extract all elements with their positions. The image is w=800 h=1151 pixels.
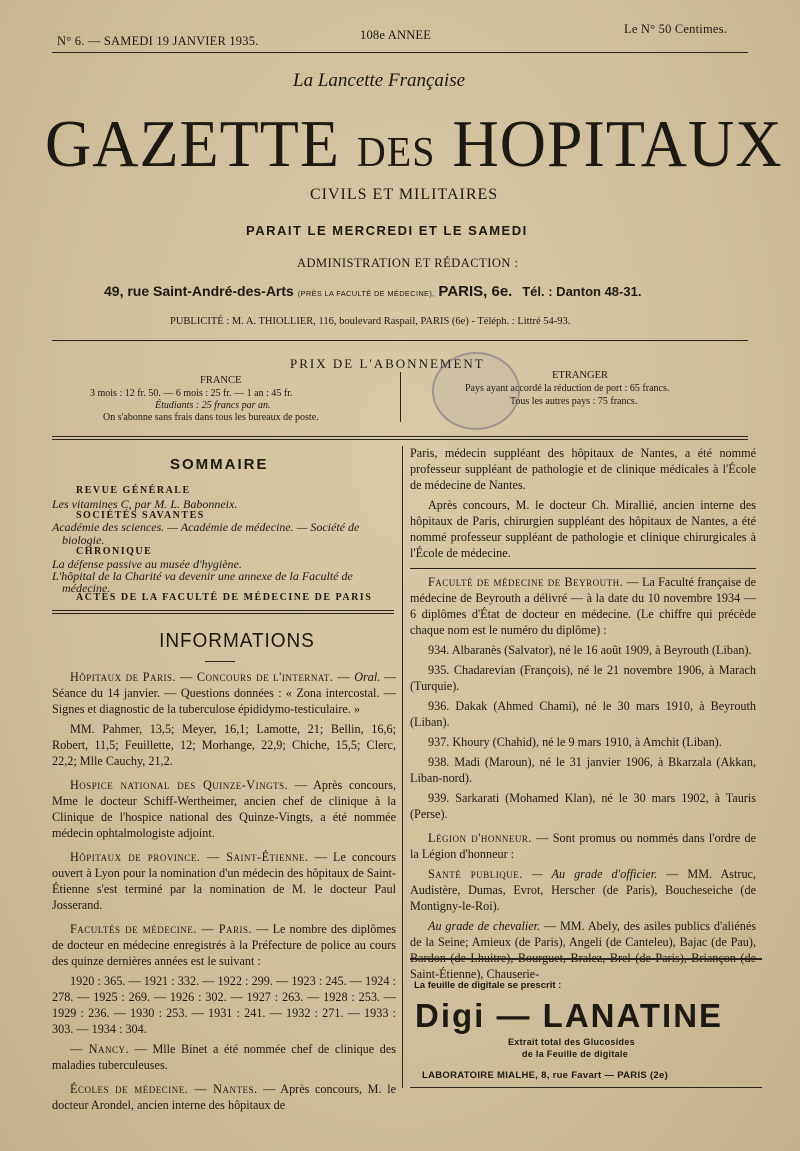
sommaire-item-vitamines: Les vitamines C, par M. L. Babonneix. [52,497,238,511]
etranger-other: Tous les autres pays : 75 francs. [510,396,638,407]
sommaire-item-defense: La défense passive au musée d'hygiène. [52,557,242,571]
article-diplomes-list: 1920 : 365. — 1921 : 332. — 1922 : 299. — 1923 : 245. — 1924 : 278. — 1925 : 269. — 1926 : 302. — 1927 : 263. — 1928 : 253. — 1929 : 236. — 1930 : 253. — 1931 : 241. — 1932 : 271. — 1933 : 303. — 1934 : 304. [52,973,396,1036]
sommaire-heading-chronique: CHRONIQUE [76,546,153,557]
sommaire-item-charite: L'hôpital de la Charité va devenir une annexe de la Faculté de [52,569,353,583]
sommaire-item-biologie: biologie. [62,533,105,547]
article-notes: MM. Pahmer, 13,5; Meyer, 16,1; Lamotte, 21; Bellin, 16,6; Robert, 11,5; Feuillette, 12; Morhange, 22,9; Chiche, 15,5; Clerc, 22,2; Mlle Cauchy, 21,2. [52,721,396,768]
abonnement-title: PRIX DE L'ABONNEMENT [290,356,485,371]
diplome-934: 934. Albaranès (Salvator), né le 16 août 1909, à Beyrouth (Liban). [428,642,752,657]
etranger-label: ETRANGER [552,370,608,381]
issue-number: N° 6. — SAMEDI 19 JANVIER 1935. [57,34,259,48]
left-column [52,670,397,1112]
article-facultes: Facultés de médecine. — Paris. — Le nombre des diplômes de docteur en médecine enregistrés à la Préfecture de police au cours des quinze dernières années est le suivant : [52,921,396,968]
address-street: 49, rue Saint-André-des-Arts [104,283,294,299]
article-legion: Légion d'honneur. — Sont promus ou nommés dans l'ordre de la Légion d'honneur : [410,830,756,861]
address-line [104,283,641,300]
article-officiers: Santé publique. — Au grade d'officier. — MM. Astruc, Audistère, Dumas, Evrot, Herscher (de Paris), Boucheseiche (de Montigny-le-Roi). [410,866,756,913]
diplome-935: 935. Chadarevian (François), né le 21 novembre 1906, à Marach (Turquie). [410,662,756,693]
masthead-gazette: GAZETTE [45,106,340,181]
article-hopitaux-paris: Hôpitaux de Paris. — Concours de l'internat. — Oral. — Séance du 14 janvier. — Questions données : « Zona intercostal. — Signes et diagnostic de la tuberculose épididymo-testiculaire. » [52,670,397,716]
ad-extrait: Extrait total des Glucosides [508,1037,635,1047]
publicite-line: PUBLICITÉ : M. A. THIOLLIER, 116, boulevard Raspail, PARIS (6e) - Téléph. : Littré 54-93. [170,316,571,327]
diplome-939: 939. Sarkarati (Mohamed Klan), né le 30 mars 1902, à Tauris (Perse). [410,790,756,821]
article-chevaliers: Au grade de chevalier. — MM. Abely, des asiles publics d'aliénés de la Seine; Amieux (de Paris), Angeli (de Canteleu), Bajac (de Pau), Saint-Étienne), Chauserie- [410,918,756,981]
administration-label: ADMINISTRATION ET RÉDACTION : [297,256,519,270]
year-label: 108e ANNEE [360,28,432,42]
diplome-937: 937. Khoury (Chahid), né le 9 mars 1910, à Amchit (Liban). [428,734,722,749]
article-quinze-vingts: Hospice national des Quinze-Vingts. — Après concours, Mme le docteur Schiff-Wertheimer, ancien chef de clinique à la Clinique de l'hospice national des Quinze-Vingts, a été nommée médecin ophtalmologiste adjoint. [52,777,396,840]
masthead-hopitaux: HOPITAUX [452,106,783,181]
france-rates: 3 mois : 12 fr. 50. — 6 mois : 25 fr. — 1 an : 45 fr. [90,388,293,399]
sommaire-rule-2 [52,613,394,614]
address-city: PARIS, 6e. [438,283,513,300]
france-label: FRANCE [200,375,242,386]
article-mirallie: Après concours, M. le docteur Ch. Mirallié, ancien interne des hôpitaux de Paris, chirurgien suppléant des hôpitaux de Nantes, a été nommé professeur suppléant de pathologie et clinique chirurgicales à l'École de médecine. [410,497,756,560]
article-nantes-cont: Paris, médecin suppléant des hôpitaux de Nantes, a été nommé professeur suppléant de pathologie et de clinique médicales à l'École de médecine de Nantes. [410,446,756,492]
rule-below-abonnement [52,436,748,437]
diplome-938: 938. Madi (Maroun), né le 31 janvier 1906, à Bkarzala (Akkan, Liban-nord). [410,754,756,785]
header-rule [52,52,748,53]
masthead-des: DES [356,128,436,176]
article-ecoles: Écoles de médecine. — Nantes. — Après concours, M. le docteur Arondel, ancien interne des hôpitaux de [52,1081,396,1112]
etranger-reduced: Pays ayant accordé la réduction de port : 65 francs. [465,383,670,394]
address-note: (PRÈS LA FACULTÉ DE MÉDECINE), [297,289,435,298]
france-students: Étudiants : 25 francs par an. [155,400,271,411]
price-label: Le N° 50 Centimes. [624,22,728,36]
rule-below-abonnement-2 [52,439,748,440]
article-province: Hôpitaux de province. — Saint-Étienne. — Le concours ouvert à Lyon pour la nomination d'un médecin des hôpitaux de Saint-Étienne s'est terminé par la nomination de M. le docteur Paul Josserand. [52,849,396,912]
right-column [410,446,756,981]
diplome-936: 936. Dakak (Ahmed Chami), né le 30 mars 1910, à Beyrouth (Liban). [410,698,756,729]
rule-above-abonnement [52,340,748,341]
ad-brand: Digi — LANATINE [415,997,724,1034]
right-rule-1 [410,568,756,569]
ad-bottom-rule [410,1087,762,1088]
address-telephone: Tél. : Danton 48-31. [522,284,642,299]
sommaire-title: SOMMAIRE [170,456,269,473]
lancette-subtitle: La Lancette Française [293,70,466,91]
digilanatine-ad [412,975,764,1085]
france-note: On s'abonne sans frais dans tous les bureaux de poste. [103,412,319,423]
sommaire-heading-revue: REVUE GÉNÉRALE [76,485,191,496]
sommaire-item-academies: Académie des sciences. — Académie de médecine. — Société de [52,520,360,534]
sommaire-heading-societes: SOCIÉTÉS SAVANTES [76,510,205,521]
sommaire-rule [52,610,394,611]
ad-feuille: de la Feuille de digitale [522,1049,629,1059]
informations-ornament [205,661,235,662]
sommaire-item-medecine: médecine. [62,581,111,595]
article-beyrouth: Faculté de médecine de Beyrouth. — La Faculté française de médecine de Beyrouth a délivré — à la date du 10 novembre 1934 — 6 diplômes d'État de docteur en médecine. (Le chiffre qui précède chaque nom est le numéro du diplôme) : [410,574,756,637]
parait-line: PARAIT LE MERCREDI ET LE SAMEDI [246,223,528,238]
sommaire-heading-actes: ACTES DE LA FACULTÉ DE MÉDECINE DE PARIS [76,592,373,603]
library-stamp [432,352,520,430]
informations-title: INFORMATIONS [159,630,315,652]
ad-intro: La feuille de digitale se prescrit : [414,980,562,991]
civils-militaires: CIVILS ET MILITAIRES [310,186,499,203]
ad-top-rule [410,958,762,960]
ad-laboratoire: LABORATOIRE MIALHE, 8, rue Favart — PARIS (2e) [422,1070,669,1081]
masthead-title [45,106,783,181]
column-divider [402,446,403,1088]
abonnement-divider [400,372,401,422]
article-nancy: — Nancy. — Mlle Binet a été nommée chef de clinique des maladies tuberculeuses. [52,1041,396,1072]
